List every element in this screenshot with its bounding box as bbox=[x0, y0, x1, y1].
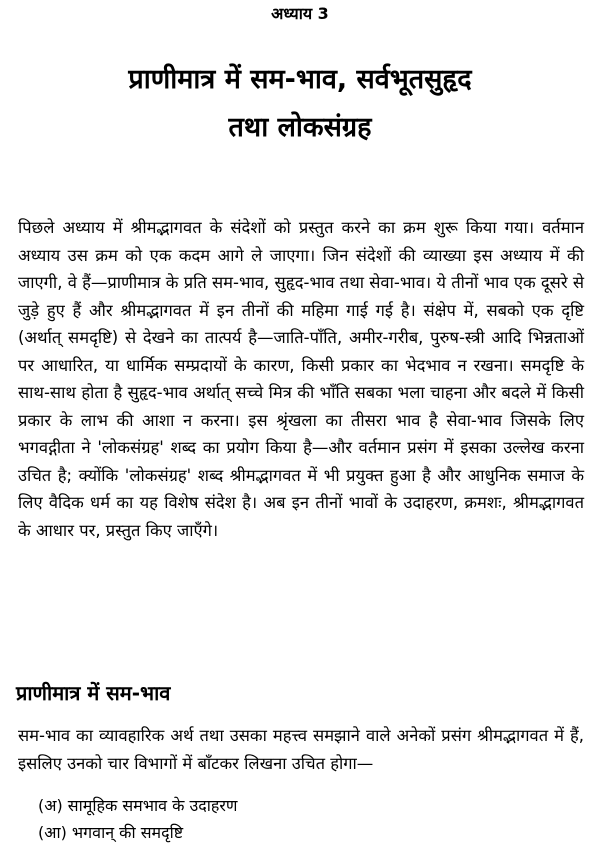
section-heading: प्राणीमात्र में सम-भाव bbox=[16, 681, 171, 705]
intro-paragraph: पिछले अध्याय में श्रीमद्भागवत के संदेशों को प्रस्तुत करने का क्रम शुरू किया गया। वर्तमान अध्याय उस क्रम को एक कदम आगे ले जाएगा। जिन संदेशों की व्याख्या इस अध्याय में की जाएगी, वे हैं—प्राणीमात्र के प्रति सम-भाव, सुहृद-भाव तथा सेवा-भाव। ये तीनों भाव एक दूसरे से जुड़े हुए हैं और श्रीमद्भागवत में इन तीनों की महिमा गाई गई है। संक्षेप में, सबको एक दृष्टि (अर्थात् समदृष्टि) से देखने का तात्पर्य है—जाति-पाँति, अमीर-गरीब, पुरुष-स्त्री आदि भिन्नताओं पर आधारित, या धार्मिक सम्प्रदायों के कारण, किसी प्रकार का भेदभाव न रखना। समदृष्टि के साथ-साथ होता है सुहृद-भाव अर्थात् सच्चे मित्र की भाँति सबका भला चाहना और बदले में किसी प्रकार के लाभ की आशा न करना। इस श्रृंखला का तीसरा भाव है सेवा-भाव जिसके लिए भगवद्गीता ने 'लोकसंग्रह' शब्द का प्रयोग किया है—और वर्तमान प्रसंग में इसका उल्लेख करना उचित है; क्योंकि 'लोकसंग्रह' शब्द श्रीमद्भागवत में भी प्रयुक्त हुआ है और आधुनिक समाज के लिए वैदिक धर्म का यह विशेष संदेश है। अब इन तीनों भावों के उदाहरण, क्रमशः, श्रीमद्भागवत के आधार पर, प्रस्तुत किए जाएँगे। bbox=[18, 218, 584, 540]
chapter-number: अध्याय 3 bbox=[271, 4, 329, 23]
chapter-title-line-1: प्राणीमात्र में सम-भाव, सर्वभूतसुहृद bbox=[128, 64, 472, 95]
list-item: (अ) सामूहिक समभाव के उदाहरण bbox=[38, 796, 238, 815]
list-item: (आ) भगवान् की समदृष्टि bbox=[38, 823, 184, 842]
subdivision-list bbox=[38, 792, 578, 846]
chapter-title-line-2: तथा लोकसंग्रह bbox=[228, 112, 372, 143]
chapter-title bbox=[0, 56, 600, 152]
section-paragraph: सम-भाव का व्यावहारिक अर्थ तथा उसका महत्त्व समझाने वाले अनेकों प्रसंग श्रीमद्भागवत में हैं, इसलिए उनको चार विभागों में बाँटकर लिखना उचित होगा— bbox=[18, 726, 584, 773]
